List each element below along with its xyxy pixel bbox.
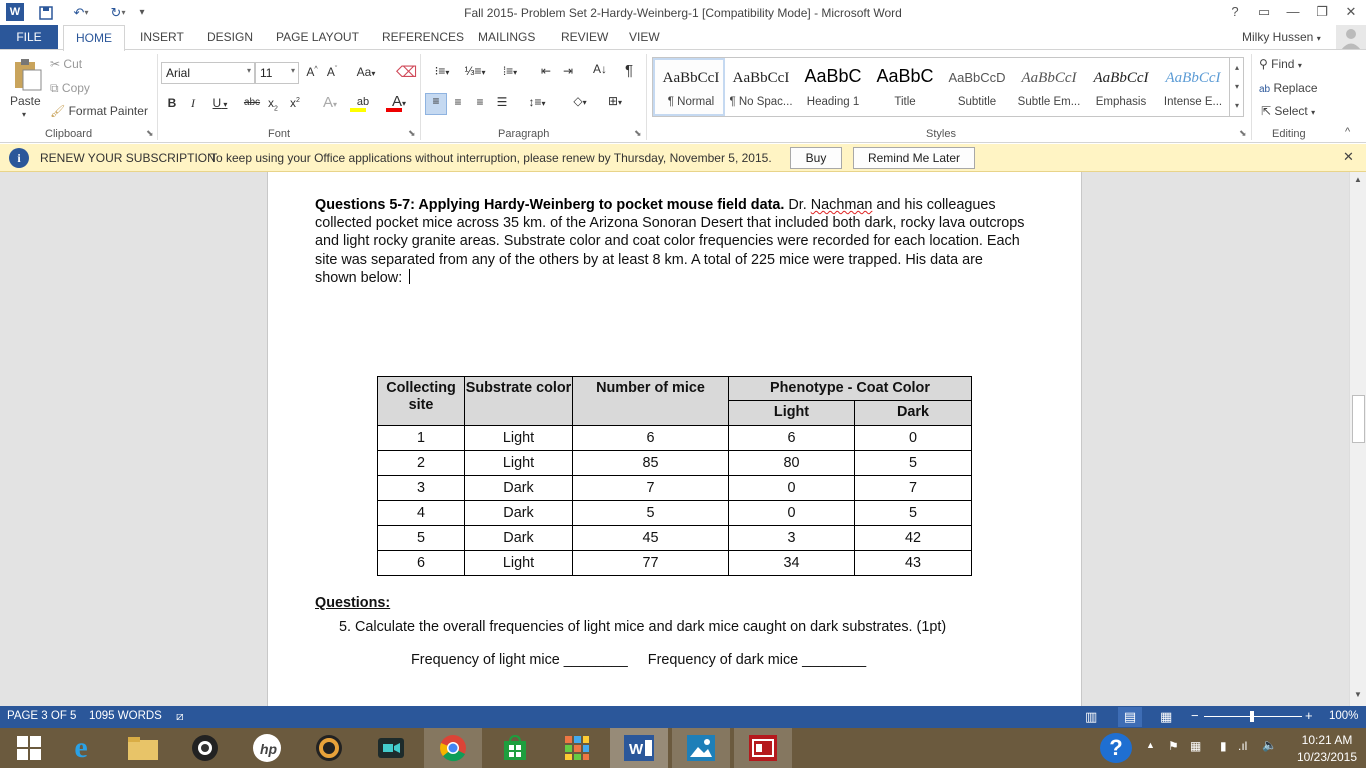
table-cell[interactable]: 77 bbox=[573, 551, 729, 576]
divider bbox=[646, 54, 647, 140]
replace-button[interactable] bbox=[1259, 81, 1318, 95]
show-hidden-icons-icon[interactable]: ▲ bbox=[1146, 740, 1155, 750]
word-app-icon[interactable]: W bbox=[6, 3, 24, 21]
change-case-label: Aa bbox=[356, 65, 372, 79]
page-indicator[interactable]: PAGE 3 OF 5 bbox=[7, 710, 77, 722]
mouse-data-table[interactable] bbox=[377, 376, 972, 576]
questions-label: Questions: bbox=[315, 595, 391, 611]
svg-text:hp: hp bbox=[260, 741, 278, 757]
table-cell[interactable]: 42 bbox=[855, 526, 972, 551]
zoom-in-icon[interactable]: + bbox=[1305, 708, 1313, 723]
cut-button[interactable] bbox=[50, 57, 82, 71]
tab-view[interactable]: VIEW bbox=[629, 30, 660, 44]
table-row bbox=[378, 451, 972, 476]
col-header-count: Number of mice bbox=[573, 377, 729, 426]
table-cell[interactable]: 7 bbox=[855, 476, 972, 501]
styles-gallery bbox=[652, 57, 1244, 117]
table-cell[interactable]: 5 bbox=[573, 501, 729, 526]
font-group-label: Font bbox=[268, 128, 291, 140]
table-cell[interactable]: Light bbox=[465, 451, 573, 476]
table-cell[interactable]: 34 bbox=[729, 551, 855, 576]
table-cell[interactable]: 3 bbox=[729, 526, 855, 551]
style-sample: AaBbC bbox=[804, 66, 862, 86]
window-title: Fall 2015- Problem Set 2-Hardy-Weinberg-1 [Compatibility Mode] - Microsoft Word bbox=[464, 6, 902, 20]
restore-icon[interactable]: ❐ bbox=[1316, 4, 1328, 19]
table-cell[interactable]: 1 bbox=[378, 426, 465, 451]
apps-grid-icon[interactable] bbox=[548, 728, 606, 768]
col-header-substrate: Substrate color bbox=[465, 377, 573, 426]
photos-icon[interactable] bbox=[672, 728, 730, 768]
table-cell[interactable]: 0 bbox=[855, 426, 972, 451]
table-cell[interactable]: 3 bbox=[378, 476, 465, 501]
paste-button[interactable] bbox=[8, 56, 44, 126]
shading-icon[interactable]: ◇▾ bbox=[573, 94, 587, 108]
select-button[interactable]: ⇱ Select ▾ bbox=[1261, 104, 1316, 118]
svg-text:W: W bbox=[629, 741, 644, 758]
tab-design[interactable]: DESIGN bbox=[207, 30, 254, 44]
copy-label: Copy bbox=[61, 81, 90, 95]
table-cell[interactable]: 5 bbox=[855, 501, 972, 526]
ribbon-tabs bbox=[0, 25, 1366, 50]
word-count[interactable]: 1095 WORDS bbox=[89, 710, 162, 722]
style-subtitle[interactable] bbox=[941, 58, 1013, 116]
table-cell[interactable]: 80 bbox=[729, 451, 855, 476]
col-header-light: Light bbox=[729, 401, 855, 426]
paste-label: Paste bbox=[10, 94, 41, 108]
table-row bbox=[378, 501, 972, 526]
misspelled-word: Nachman bbox=[810, 197, 873, 213]
decrease-indent-icon[interactable]: ⇤ bbox=[540, 64, 552, 78]
scroll-up-icon[interactable]: ▲ bbox=[1354, 175, 1362, 184]
proofing-icon[interactable]: ⧄ bbox=[176, 709, 184, 723]
multilevel-list-icon[interactable]: ⁞≡▾ bbox=[502, 64, 518, 78]
tab-home[interactable]: HOME bbox=[63, 25, 125, 51]
internet-explorer-icon[interactable]: e bbox=[74, 731, 88, 764]
change-case-button[interactable]: Aa▾ bbox=[356, 65, 376, 79]
ribbon-display-options-icon[interactable]: ▭ bbox=[1257, 4, 1271, 19]
table-cell[interactable]: Dark bbox=[465, 526, 573, 551]
table-cell[interactable]: 2 bbox=[378, 451, 465, 476]
font-name-combo[interactable]: Arial ▾ bbox=[161, 62, 255, 84]
buy-button[interactable]: Buy bbox=[790, 147, 842, 169]
style-name: ¶ No Spac... bbox=[729, 96, 793, 108]
bold-icon[interactable]: B bbox=[167, 96, 177, 110]
document-area bbox=[0, 172, 1349, 706]
style-no-spacing[interactable] bbox=[725, 58, 797, 116]
vertical-scrollbar[interactable] bbox=[1349, 172, 1366, 706]
align-right-icon[interactable]: ≡ bbox=[476, 95, 484, 109]
style-sample: AaBbCcI bbox=[1021, 70, 1077, 86]
style-sample: AaBbCcI bbox=[1165, 70, 1221, 86]
banner-title: RENEW YOUR SUBSCRIPTION bbox=[40, 151, 216, 165]
table-cell[interactable]: Light bbox=[465, 426, 573, 451]
questions-heading: Questions 5-7: Applying Hardy-Weinberg to pocket mouse field data. bbox=[315, 197, 785, 213]
col-header-phenotype: Phenotype - Coat Color bbox=[729, 377, 972, 401]
banner-message: To keep using your Office applications without interruption, please renew by Thursday, November 5, 2015. bbox=[210, 151, 772, 165]
style-sample: AaBbCcI bbox=[732, 70, 790, 86]
show-formatting-marks-icon[interactable]: ¶ bbox=[624, 62, 634, 79]
clipboard-launcher-icon[interactable]: ⬊ bbox=[146, 128, 154, 138]
clipboard-group-label: Clipboard bbox=[45, 128, 93, 140]
style-subtle-emphasis[interactable] bbox=[1013, 58, 1085, 116]
highlight-color-icon[interactable]: ab bbox=[348, 94, 378, 112]
scroll-thumb[interactable] bbox=[1352, 395, 1365, 443]
table-cell[interactable]: Dark bbox=[465, 501, 573, 526]
table-cell[interactable]: 43 bbox=[855, 551, 972, 576]
numbering-icon[interactable]: ⅓≡▾ bbox=[464, 64, 486, 78]
text-span: and his colleagues collected pocket mice across 35 km. of the Arizona Sonoran Desert that included both dark, rocky lava outcrops and light rocky granite areas. Substrate color and coat color frequencies were recorded for each location. Each site was separated from any of the others by at least 8 km. A total of 225 mice were trapped. His data are shown below: bbox=[315, 197, 1025, 286]
style-name: Subtitle bbox=[957, 96, 997, 108]
select-label: Select bbox=[1274, 104, 1308, 118]
title-bar bbox=[0, 0, 1366, 25]
table-cell[interactable]: 45 bbox=[573, 526, 729, 551]
cursor-arrow-icon: ⇱ bbox=[1261, 104, 1272, 118]
file-explorer-icon[interactable] bbox=[114, 728, 172, 768]
font-color-icon[interactable]: A▾ bbox=[384, 93, 414, 112]
cut-label: Cut bbox=[63, 57, 83, 71]
table-cell[interactable]: 6 bbox=[573, 426, 729, 451]
help-button[interactable]: ? bbox=[1231, 4, 1239, 19]
video-app-icon[interactable] bbox=[362, 728, 420, 768]
avatar[interactable] bbox=[1336, 25, 1366, 50]
font-size-value: 11 bbox=[260, 66, 273, 80]
word-taskbar-icon[interactable] bbox=[610, 728, 668, 768]
replace-icon: ab bbox=[1259, 84, 1271, 95]
start-button[interactable] bbox=[0, 728, 58, 768]
action-center-icon[interactable]: ▦ bbox=[1190, 739, 1202, 753]
web-layout-icon[interactable]: ▦ bbox=[1160, 709, 1173, 724]
align-center-icon[interactable]: ≡ bbox=[454, 95, 462, 109]
borders-icon[interactable]: ⊞▾ bbox=[607, 94, 623, 108]
table-cell[interactable]: 0 bbox=[729, 501, 855, 526]
font-launcher-icon[interactable]: ⬊ bbox=[408, 128, 416, 138]
divider bbox=[1251, 54, 1252, 140]
italic-icon[interactable]: I bbox=[191, 96, 195, 110]
table-row bbox=[378, 426, 972, 451]
info-icon: i bbox=[9, 148, 29, 168]
style-name: Subtle Em... bbox=[1017, 96, 1081, 108]
table-cell[interactable]: 7 bbox=[573, 476, 729, 501]
tab-references[interactable]: REFERENCES bbox=[382, 30, 465, 44]
increase-indent-icon[interactable]: ⇥ bbox=[562, 64, 574, 78]
tab-review[interactable]: REVIEW bbox=[561, 30, 609, 44]
reader-icon[interactable] bbox=[734, 728, 792, 768]
superscript-icon[interactable]: $x^2$ bbox=[290, 96, 300, 110]
divider bbox=[157, 54, 158, 140]
table-cell[interactable]: 5 bbox=[378, 526, 465, 551]
line-spacing-icon[interactable]: ↕≡▾ bbox=[528, 95, 546, 109]
divider bbox=[420, 54, 421, 140]
brush-icon: 🖌 bbox=[50, 104, 66, 118]
col-header-site: Collecting site bbox=[378, 377, 465, 426]
grow-font-icon[interactable]: A^ bbox=[306, 65, 318, 79]
underline-icon[interactable]: U ▾ bbox=[212, 96, 228, 110]
store-icon[interactable] bbox=[486, 728, 544, 768]
table-row bbox=[378, 476, 972, 501]
style-sample: AaBbCcI bbox=[662, 70, 720, 86]
text-span: Dr. bbox=[784, 197, 811, 213]
zoom-level[interactable]: 100% bbox=[1329, 710, 1359, 722]
wifi-icon[interactable]: .ıl bbox=[1238, 739, 1248, 753]
clear-formatting-icon[interactable]: ⌫ bbox=[396, 64, 418, 81]
styles-launcher-icon[interactable]: ⬊ bbox=[1239, 128, 1247, 138]
clock-date[interactable]: 10/23/2015 bbox=[1296, 750, 1358, 764]
table-body bbox=[378, 426, 972, 576]
status-bar bbox=[0, 706, 1366, 728]
chevron-down-icon: ▾ bbox=[22, 110, 27, 119]
tab-insert[interactable]: INSERT bbox=[140, 30, 184, 44]
font-name-value: Arial bbox=[166, 66, 191, 80]
zoom-slider-thumb[interactable] bbox=[1250, 711, 1254, 722]
body-paragraph[interactable] bbox=[315, 196, 1027, 287]
replace-label: Replace bbox=[1273, 81, 1318, 95]
clock-time[interactable]: 10:21 AM bbox=[1301, 733, 1353, 747]
tab-page-layout[interactable]: PAGE LAYOUT bbox=[276, 30, 359, 44]
style-name: Intense E... bbox=[1163, 96, 1223, 108]
user-name: Milky Hussen bbox=[1242, 30, 1314, 44]
tab-file[interactable]: FILE bbox=[0, 25, 58, 50]
table-cell[interactable]: Dark bbox=[465, 476, 573, 501]
text-cursor bbox=[409, 269, 410, 284]
volume-icon[interactable]: 🔈 bbox=[1262, 738, 1277, 752]
style-normal[interactable] bbox=[653, 58, 725, 116]
styles-group-label: Styles bbox=[926, 128, 956, 140]
style-sample: AaBbCcI bbox=[1093, 70, 1149, 86]
scissors-icon: ✂ bbox=[50, 57, 61, 71]
format-painter-label: Format Painter bbox=[68, 104, 148, 118]
table-cell[interactable]: 85 bbox=[573, 451, 729, 476]
collapse-ribbon-icon[interactable]: ^ bbox=[1345, 126, 1351, 138]
style-heading-1[interactable] bbox=[797, 58, 869, 116]
table-row bbox=[378, 526, 972, 551]
table-cell[interactable]: 0 bbox=[729, 476, 855, 501]
redo-icon[interactable]: ↻ ▾ bbox=[110, 4, 126, 20]
text-effects-icon[interactable]: A▾ bbox=[322, 94, 338, 111]
flag-icon[interactable]: ⚑ bbox=[1168, 739, 1179, 753]
copy-button[interactable] bbox=[50, 81, 90, 96]
paragraph-launcher-icon[interactable]: ⬊ bbox=[634, 128, 642, 138]
customize-qat-icon[interactable]: ▾ bbox=[139, 7, 145, 18]
zoom-out-icon[interactable]: − bbox=[1191, 708, 1199, 723]
strikethrough-icon[interactable]: abc bbox=[243, 97, 261, 108]
undo-icon[interactable]: ↶ ▾ bbox=[73, 4, 89, 20]
webcam-app-icon[interactable] bbox=[176, 728, 234, 768]
editing-group-label: Editing bbox=[1272, 128, 1306, 140]
close-icon[interactable]: ✕ bbox=[1343, 149, 1354, 164]
paragraph-group-label: Paragraph bbox=[498, 128, 550, 140]
media-app-icon[interactable] bbox=[300, 728, 358, 768]
styles-scroll[interactable]: ▴ ▾ ▾ bbox=[1229, 58, 1244, 116]
question-5: 5. Calculate the overall frequencies of light mice and dark mice caught on dark substrates. (1pt) bbox=[339, 619, 947, 635]
user-account[interactable]: Milky Hussen ▾ bbox=[1242, 30, 1321, 44]
battery-icon[interactable]: ▮ bbox=[1220, 739, 1227, 753]
table-cell[interactable]: 4 bbox=[378, 501, 465, 526]
align-left-icon[interactable]: ≡ bbox=[425, 93, 447, 115]
col-header-dark: Dark bbox=[855, 401, 972, 426]
hp-icon[interactable] bbox=[238, 728, 296, 768]
chrome-icon[interactable] bbox=[424, 728, 482, 768]
find-label: Find bbox=[1271, 57, 1295, 71]
format-painter-button[interactable] bbox=[50, 104, 148, 118]
subscription-banner bbox=[0, 144, 1366, 172]
remind-later-button[interactable]: Remind Me Later bbox=[853, 147, 975, 169]
tab-mailings[interactable]: MAILINGS bbox=[478, 30, 536, 44]
table-cell[interactable]: 6 bbox=[378, 551, 465, 576]
style-sample: AaBbCcD bbox=[948, 70, 1006, 85]
table-row bbox=[378, 551, 972, 576]
find-button[interactable]: ⚲ Find ▾ bbox=[1259, 57, 1302, 71]
minimize-icon[interactable]: — bbox=[1286, 4, 1300, 19]
style-name: Heading 1 bbox=[806, 96, 860, 108]
style-intense-emphasis[interactable] bbox=[1157, 58, 1229, 116]
style-emphasis[interactable] bbox=[1085, 58, 1157, 116]
table-cell[interactable]: 5 bbox=[855, 451, 972, 476]
question-5-answer-line: Frequency of light mice ________ Frequency of dark mice ________ bbox=[411, 652, 867, 668]
table-cell[interactable]: Light bbox=[465, 551, 573, 576]
style-name: Emphasis bbox=[1095, 96, 1147, 108]
style-title[interactable] bbox=[869, 58, 941, 116]
sort-icon[interactable]: A↓ bbox=[592, 62, 607, 76]
close-icon[interactable]: ✕ bbox=[1345, 4, 1357, 19]
copy-icon: ⧉ bbox=[50, 81, 59, 95]
document-page[interactable] bbox=[267, 172, 1082, 706]
style-name: ¶ Normal bbox=[667, 96, 715, 108]
justify-icon[interactable]: ☰ bbox=[496, 95, 508, 109]
binoculars-icon: ⚲ bbox=[1259, 57, 1268, 71]
shrink-font-icon[interactable]: $A^ˇ$ bbox=[326, 65, 338, 79]
read-mode-icon[interactable]: ▥ bbox=[1085, 709, 1098, 724]
font-size-combo[interactable]: 11 ▾ bbox=[255, 62, 299, 84]
style-sample: AaBbC bbox=[876, 66, 934, 86]
print-layout-icon[interactable]: ▤ bbox=[1118, 707, 1142, 727]
style-name: Title bbox=[894, 96, 916, 108]
bullets-icon[interactable]: ⁝≡▾ bbox=[434, 64, 450, 78]
scroll-down-icon[interactable]: ▼ bbox=[1354, 690, 1362, 699]
subscript-icon[interactable]: $x_2$ bbox=[268, 96, 278, 113]
taskbar bbox=[0, 728, 1366, 768]
help-tray-icon[interactable]: ? bbox=[1100, 733, 1132, 763]
table-cell[interactable]: 6 bbox=[729, 426, 855, 451]
windows-icon bbox=[16, 735, 42, 761]
ribbon-home bbox=[0, 49, 1366, 143]
